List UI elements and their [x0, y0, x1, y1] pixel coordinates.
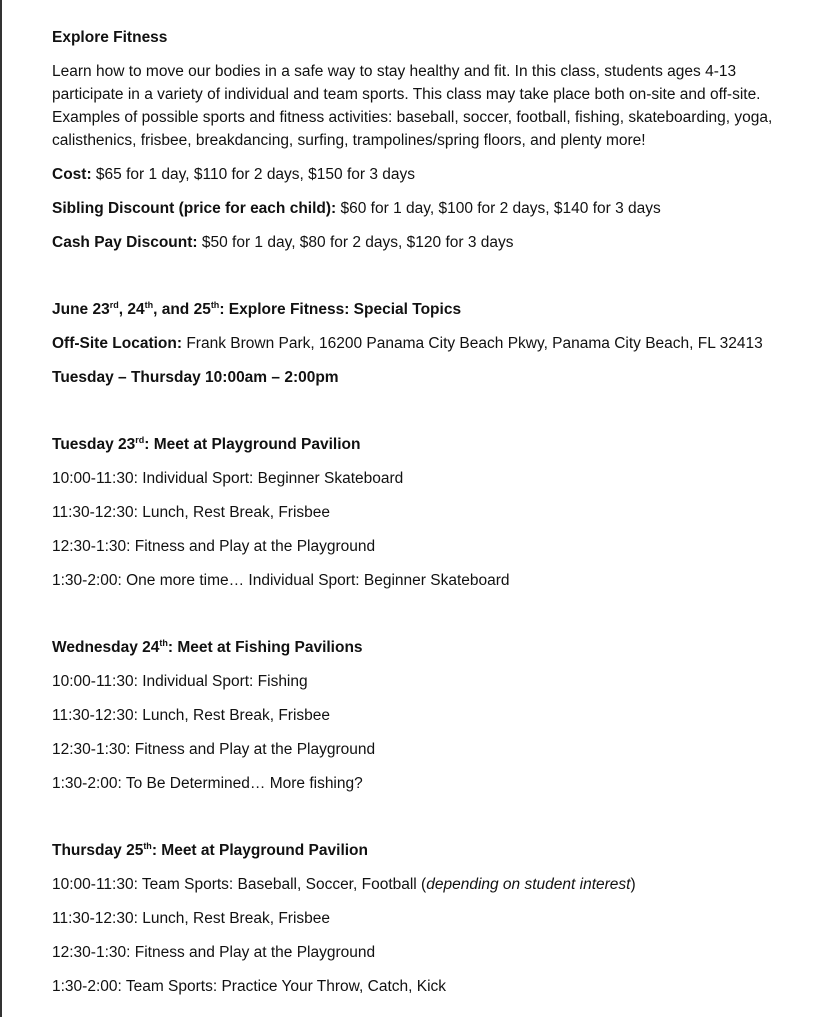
cost-label: Cost: [52, 166, 92, 183]
ordinal-suffix: rd [135, 435, 145, 445]
schedule-item: 12:30-1:30: Fitness and Play at the Playground [52, 944, 376, 961]
schedule-item: 12:30-1:30: Fitness and Play at the Playground [52, 741, 376, 758]
ordinal-suffix: th [159, 638, 168, 648]
session-title-part: , 24 [118, 301, 145, 318]
class-description: Learn how to move our bodies in a safe way to stay healthy and fit. In this class, students ages 4-13 participate in a variety of individual and team sports. This class may take place both on-site and off-site. Examples of possible sports and fitness activities: baseball, soccer, football, fishing, skateboarding, yoga, calisthenics, frisbee, breakdancing, surfing, trampolines/spring floors, and plenty more! [52, 63, 773, 149]
ordinal-suffix: rd [109, 300, 119, 310]
sibling-discount-label: Sibling Discount (price for each child): [52, 200, 337, 217]
schedule-item: 1:30-2:00: Team Sports: Practice Your Throw, Catch, Kick [52, 978, 447, 995]
day-heading-text: Wednesday 24 [52, 639, 160, 656]
location-line [52, 332, 792, 355]
cash-discount-value: $50 for 1 day, $80 for 2 days, $120 for 3 days [197, 234, 514, 251]
sibling-discount-line [52, 197, 792, 220]
day-heading-text: : Meet at Fishing Pavilions [167, 639, 363, 656]
schedule-item: 11:30-12:30: Lunch, Rest Break, Frisbee [52, 504, 331, 521]
sibling-discount-value: $60 for 1 day, $100 for 2 days, $140 for 3 days [336, 200, 661, 217]
session-title-part: : Explore Fitness: Special Topics [219, 301, 462, 318]
day-heading-text: Tuesday 23 [52, 436, 136, 453]
session-title-part: June 23 [52, 301, 110, 318]
ordinal-suffix: th [144, 300, 154, 310]
schedule-item-text: ) [630, 876, 636, 893]
section-title: Explore Fitness [52, 29, 168, 46]
session-title [52, 298, 792, 321]
day-heading-thursday [52, 839, 792, 862]
schedule-item-note: depending on student interest [426, 876, 631, 893]
schedule-item: 10:00-11:30: Individual Sport: Fishing [52, 673, 308, 690]
day-heading-wednesday [52, 636, 792, 659]
schedule-item: 11:30-12:30: Lunch, Rest Break, Frisbee [52, 707, 331, 724]
session-hours: Tuesday – Thursday 10:00am – 2:00pm [52, 369, 339, 386]
schedule-item: 11:30-12:30: Lunch, Rest Break, Frisbee [52, 910, 331, 927]
cost-value: $65 for 1 day, $110 for 2 days, $150 for 3 days [91, 166, 416, 183]
schedule-item [52, 873, 792, 896]
location-label: Off-Site Location: [52, 335, 183, 352]
day-heading-tuesday [52, 433, 792, 456]
schedule-item: 12:30-1:30: Fitness and Play at the Playground [52, 538, 376, 555]
session-title-part: , and 25 [153, 301, 211, 318]
schedule-item: 1:30-2:00: One more time… Individual Sport: Beginner Skateboard [52, 572, 510, 589]
cost-line [52, 163, 792, 186]
cash-discount-line [52, 231, 792, 254]
schedule-item: 1:30-2:00: To Be Determined… More fishing? [52, 775, 363, 792]
document-content [52, 26, 792, 998]
day-heading-text: : Meet at Playground Pavilion [144, 436, 361, 453]
ordinal-suffix: th [143, 841, 152, 851]
location-value: Frank Brown Park, 16200 Panama City Beach Pkwy, Panama City Beach, FL 32413 [182, 335, 763, 352]
schedule-item: 10:00-11:30: Individual Sport: Beginner Skateboard [52, 470, 404, 487]
ordinal-suffix: th [210, 300, 220, 310]
cash-discount-label: Cash Pay Discount: [52, 234, 198, 251]
schedule-item-text: 10:00-11:30: Team Sports: Baseball, Soccer, Football ( [52, 876, 427, 893]
day-heading-text: Thursday 25 [52, 842, 144, 859]
day-heading-text: : Meet at Playground Pavilion [151, 842, 368, 859]
